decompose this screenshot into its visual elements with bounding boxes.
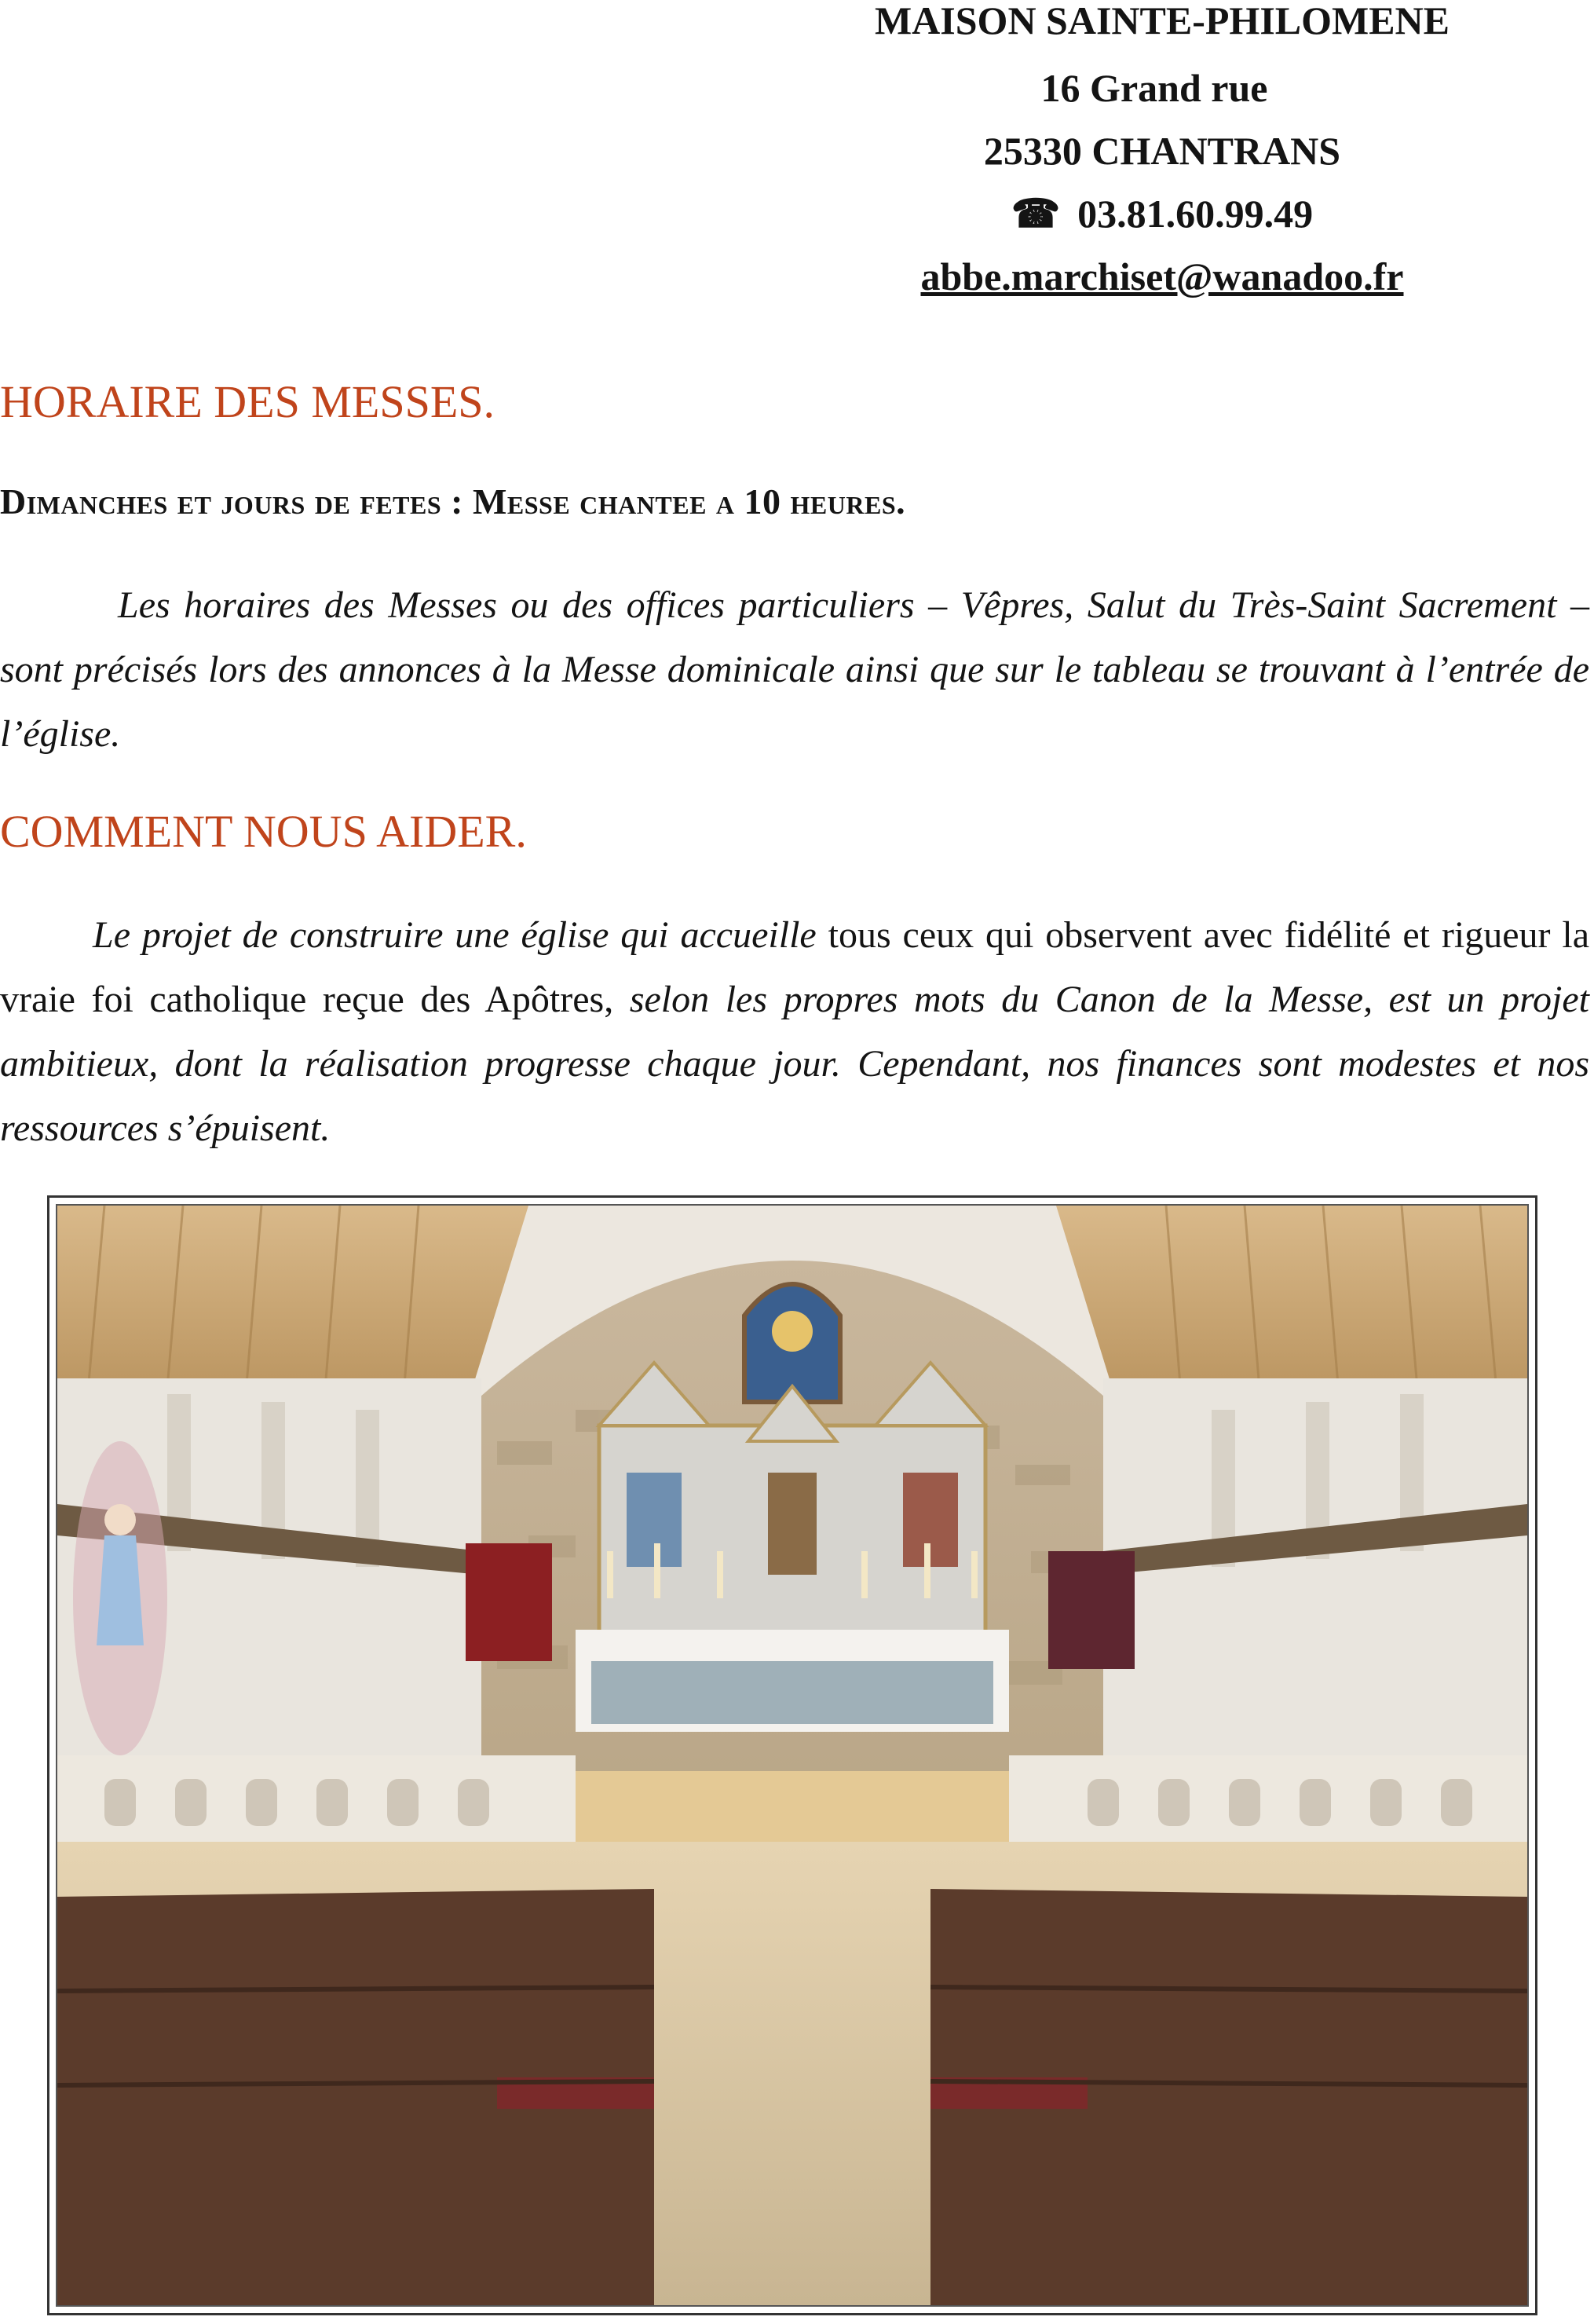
section-title-help: COMMENT NOUS AIDER. [0,806,527,857]
city-address: 25330 CHANTRANS [983,129,1341,173]
church-photo-frame [47,1195,1537,2315]
mass-times-paragraph: Les horaires des Messes ou des offices particuliers – Vêpres, Salut du Très-Saint Sacrement – sont précisés lors des annonces à la Messe dominicale ainsi que sur le tableau se trouvant à l’entrée de l’église. [0,584,1589,755]
help-paragraph-part3: selon les propres mots du Canon de la Messe, est un projet ambitieux, dont la réalisation progresse chaque jour. Cependant, nos finances sont modestes et nos ressources s’épuisent. [0,979,1590,1149]
section-title-mass-times: HORAIRE DES MESSES. [0,376,495,427]
street-address: 16 Grand rue [1040,66,1268,110]
telephone-icon: ☎ [1011,192,1061,236]
phone-line [770,182,1555,245]
help-paragraph [0,903,1589,1161]
house-name: MAISON SAINTE-PHILOMENE [874,0,1450,42]
phone-number: 03.81.60.99.49 [1077,192,1314,236]
email-link[interactable]: abbe.marchiset@wanadoo.fr [920,254,1404,298]
help-paragraph-part2: tous ceux qui observent avec fidélité et rigueur la vraie foi catholique reçue des Apôtres, [0,914,1590,1020]
help-paragraph-part1: Le projet de construire une église qui accueille [93,914,817,956]
church-interior-photo [56,1204,1529,2307]
sunday-mass-line: Dimanches et jours de fetes : Messe chantee a 10 heures. [0,481,906,522]
